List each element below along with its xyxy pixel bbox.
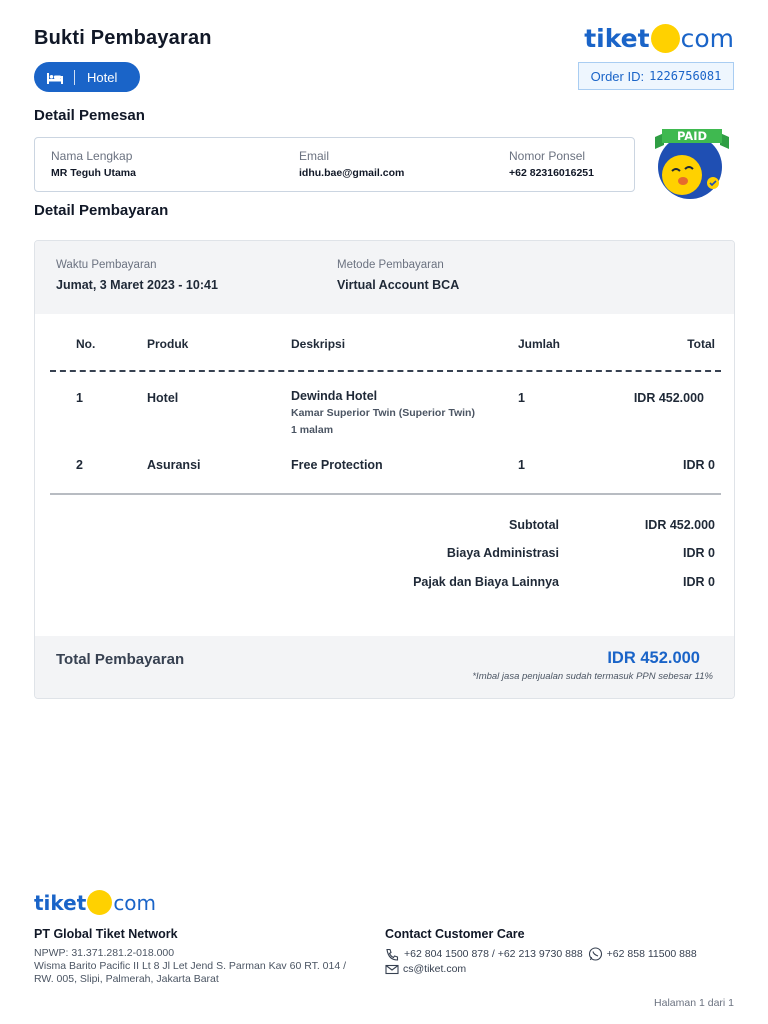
email-label: Email xyxy=(299,149,330,163)
phone-value: +62 82316016251 xyxy=(509,167,594,179)
tax-value: IDR 0 xyxy=(683,575,715,589)
row1-room-type: Kamar Superior Twin (Superior Twin) xyxy=(291,407,475,419)
tax-label: Pajak dan Biaya Lainnya xyxy=(413,575,559,589)
payment-method-value: Virtual Account BCA xyxy=(337,278,460,292)
contact-phone-row xyxy=(385,947,697,961)
category-badge xyxy=(34,62,140,92)
payment-time-label: Waktu Pembayaran xyxy=(56,259,157,271)
table-dashed-divider xyxy=(50,370,721,372)
footer-logo-text-left: tiket xyxy=(34,890,87,915)
phone-icon xyxy=(385,948,400,961)
section-detail-pemesan: Detail Pemesan xyxy=(34,107,145,124)
logo-dot-icon xyxy=(651,24,680,53)
contact-email-row xyxy=(385,963,466,975)
footer-logo-dot-icon xyxy=(87,890,112,915)
contact-heading: Contact Customer Care xyxy=(385,927,525,941)
footer-tiket-logo xyxy=(34,890,156,915)
total-label: Total Pembayaran xyxy=(56,651,185,668)
col-header-no: No. xyxy=(76,337,96,351)
row1-no: 1 xyxy=(76,391,83,405)
page-title: Bukti Pembayaran xyxy=(34,27,212,49)
row2-jumlah: 1 xyxy=(518,458,525,472)
admin-fee-value: IDR 0 xyxy=(683,546,715,560)
phone-label: Nomor Ponsel xyxy=(509,149,586,163)
col-header-deskripsi: Deskripsi xyxy=(291,337,346,351)
contact-email[interactable]: cs@tiket.com xyxy=(403,963,467,975)
row1-deskripsi: Dewinda Hotel xyxy=(291,389,378,403)
company-npwp: NPWP: 31.371.281.2-018.000 xyxy=(34,947,175,959)
row1-nights: 1 malam xyxy=(291,424,334,436)
whatsapp-icon xyxy=(588,947,603,961)
contact-whatsapp[interactable]: +62 858 11500 888 xyxy=(606,948,697,960)
subtotal-label: Subtotal xyxy=(509,518,559,532)
row1-jumlah: 1 xyxy=(518,391,525,405)
order-id-label: Order ID: xyxy=(590,68,645,84)
row2-produk: Asuransi xyxy=(147,458,201,472)
table-solid-divider xyxy=(50,493,721,495)
order-id-box xyxy=(578,62,734,90)
payment-time-value: Jumat, 3 Maret 2023 - 10:41 xyxy=(56,278,218,292)
name-value: MR Teguh Utama xyxy=(51,167,136,179)
paid-stamp-text: PAID xyxy=(676,129,708,143)
order-id-value: 1226756081 xyxy=(649,69,722,83)
row2-deskripsi: Free Protection xyxy=(291,458,383,472)
row1-total: IDR 452.000 xyxy=(633,391,704,405)
customer-card xyxy=(34,137,635,192)
name-label: Nama Lengkap xyxy=(51,149,133,163)
badge-divider xyxy=(74,70,75,85)
section-detail-pembayaran: Detail Pembayaran xyxy=(34,202,169,219)
col-header-produk: Produk xyxy=(147,337,189,351)
category-label: Hotel xyxy=(87,69,118,85)
row2-no: 2 xyxy=(76,458,83,472)
col-header-total: Total xyxy=(687,337,715,351)
col-header-jumlah: Jumlah xyxy=(518,337,561,351)
logo-text-left: tiket xyxy=(584,24,650,53)
payment-method-label: Metode Pembayaran xyxy=(337,259,444,271)
admin-fee-label: Biaya Administrasi xyxy=(446,546,559,560)
logo-text-right: com xyxy=(680,24,734,53)
subtotal-value: IDR 452.000 xyxy=(644,518,715,532)
row1-produk: Hotel xyxy=(147,391,179,405)
company-name: PT Global Tiket Network xyxy=(34,927,178,941)
bed-icon xyxy=(47,72,63,82)
company-address-line2: RW. 005, Slipi, Palmerah, Jakarta Barat xyxy=(34,973,219,985)
footer-logo-text-right: com xyxy=(113,890,157,915)
email-value: idhu.bae@gmail.com xyxy=(299,167,405,179)
vat-note: *Imbal jasa penjualan sudah termasuk PPN sebesar 11% xyxy=(472,671,713,682)
payment-card xyxy=(34,240,735,699)
paid-stamp-icon xyxy=(652,125,732,201)
row2-total: IDR 0 xyxy=(683,458,715,472)
mail-icon xyxy=(385,964,399,975)
tiket-logo xyxy=(584,24,734,53)
total-value: IDR 452.000 xyxy=(607,649,700,667)
page-number: Halaman 1 dari 1 xyxy=(654,997,734,1009)
contact-phones[interactable]: +62 804 1500 878 / +62 213 9730 888 xyxy=(404,948,583,960)
company-address-line1: Wisma Barito Pacific II Lt 8 Jl Let Jend S. Parman Kav 60 RT. 014 / xyxy=(34,960,347,972)
